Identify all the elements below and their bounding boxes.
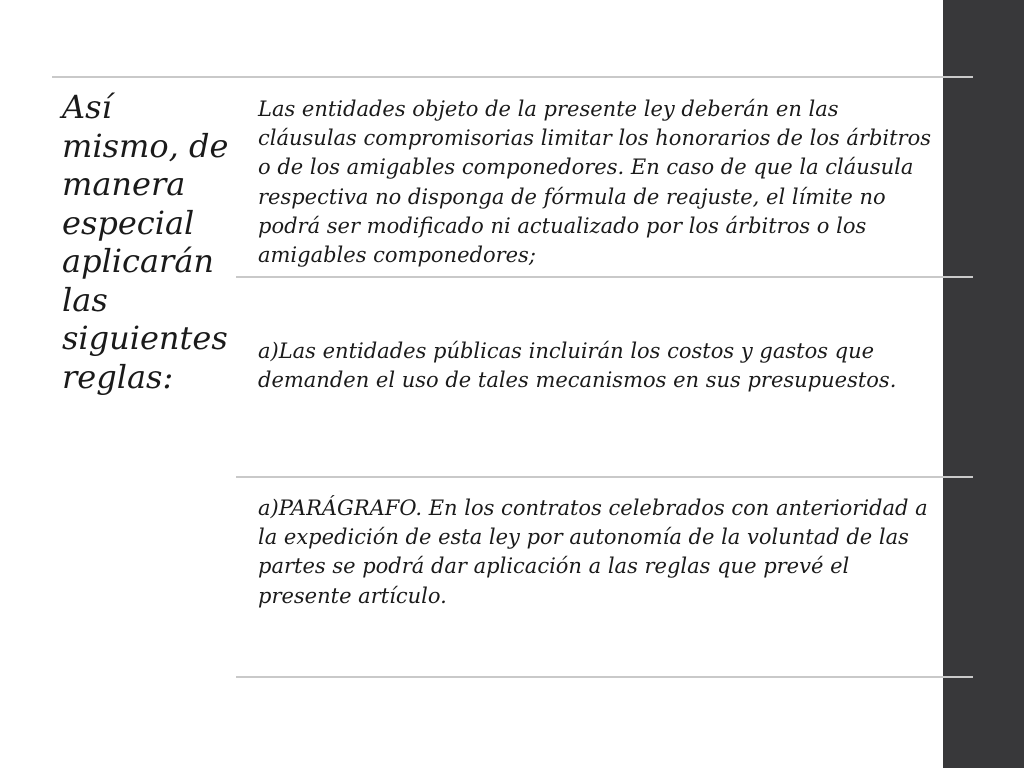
row-divider-1 — [236, 276, 973, 278]
table-row-text-2: a)Las entidades públicas incluirán los costos y gastos que demanden el uso de tales mecanismos en sus presupuestos. — [258, 339, 897, 393]
table-row-text-1: Las entidades objeto de la presente ley deberán en las cláusulas compromisorias limitar los honorarios de los árbitros o de los amigables componedores. En caso de que la cláusula respectiva no disponga de fórmula de reajuste, el límite no podrá ser modificado ni actualizado por los árbitros o los amigables componedores; — [258, 97, 931, 268]
row-divider-3 — [236, 676, 973, 678]
slide-heading: Así mismo, de manera especial aplicarán las siguientes reglas: — [62, 88, 229, 396]
row-divider-2 — [236, 476, 973, 478]
table-row-text-3: a)PARÁGRAFO. En los contratos celebrados con anterioridad a la expedición de esta ley por autonomía de la voluntad de las partes se podrá dar aplicación a las reglas que prevé el presente artículo. — [258, 496, 928, 608]
right-sidebar-bar — [943, 0, 1024, 768]
table-top-rule — [52, 76, 973, 78]
